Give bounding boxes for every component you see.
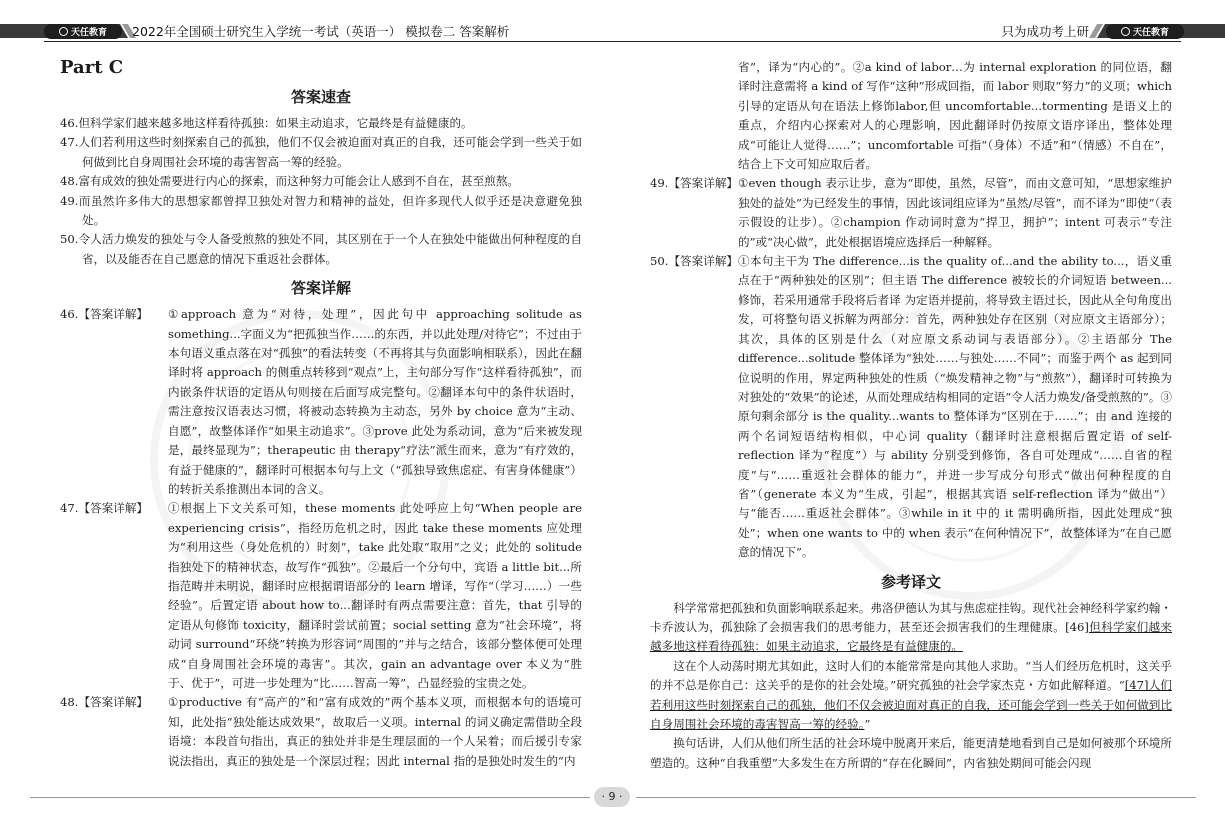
page-number: · 9 · (594, 787, 630, 807)
explanation-48-text: ①productive 有“高产的”和“富有成效的”两个基本义项，而根据本句的语境可知，此处指“独处能达成效果”，故取后一义项。internal 的词义确定需借助全段语境：本段首句指出，真正的独处并非是生理层面的一个人呆着；而后援引专家说法指出，真正的独处是一个深层过程；因此 internal 指的是独处时发生的“内 (168, 695, 582, 768)
explanation-47 (60, 499, 582, 693)
quick-answer-50: 50.令人活力焕发的独处与令人备受煎熬的独处不同，其区别在于一个人在独处中能做出何种程度的自省，以及能否在自己愿意的情况下重返社会群体。 (60, 232, 582, 266)
explanation-49-text: ①even though 表示让步，意为“即使，虽然，尽管”，而由文意可知，“思想家维护独处的益处”为已经发生的事情，因此该词组应译为“虽然/尽管”，而不译为“即使”（表示假设的让步）。②champion 作动词时意为“捍卫，拥护”；intent 可表示“专注的”或“决心做”，此处根据语境应选择后一种解释。 (738, 176, 1172, 249)
brand-logo-right (1106, 24, 1184, 39)
explanation-49-label: 49.【答案详解】 (650, 176, 739, 191)
translation-p1-answer: 但科学家们越来越多地这样看待孤独：如果主动追求，它最终是有益健康的。 (650, 619, 1172, 654)
explanation-50-text: ①本句主干为 The difference...is the quality of...and the ability to...，语义重点在于“两种独处的区别”；但主语 The difference 被较长的介词短语 between...修饰，若采用通常手段将后者译 为定语并提前，将导致主语过长，因此从全句角度出发，可将整句语义拆解为两部分：首先，两种独处存在区别（对应原文主语部分）；其次，具体的区别是什么（对应原文系动词与表语部分）。②主语部分 The difference...solitude 整体译为“独处……与独处……不同”；而鉴于两个 as 起到同位说明的作用，界定两种独处的性质（“焕发精神之物”与“煎熬”），翻译时可转换为对独处的“效果”的论述，从而处理成结构相同的定语“令人活力焕发/备受煎熬的”。③原句剩余部分 is the quality...wants to 整体译为“区别在于……”；由 and 连接的两个名词短语结构相似，中心词 quality（翻译时注意根据后置定语 of self-reflection 译为“程度”）与 ability 分别受到修饰，各自可处理成“……自省的程度”与“……重返社会群体的能力”，并进一步写成分句形式“做出何种程度的自省”（generate 本义为“生成，引起”，根据其宾语 self-reflection 译为“做出”）与“能否……重返社会群体”。③while in it 中的 it 需明确所指，因此处理成“独处”；when one wants to 中的 when 表示“在何种情况下”，故整体译为“在自己愿意的情况下”。 (738, 254, 1172, 560)
translation-paragraph-1 (650, 599, 1172, 657)
quick-answer-48: 48.富有成效的独处需要进行内心的探索，而这种努力可能会让人感到不自在，甚至煎熬。 (60, 174, 520, 189)
translation-p2-answer: [47]人们若利用这些时刻探索自己的孤独，他们不仅会被迫面对真正的自我，还可能会学到一些关于如何做到比自身周围社会环境的毒害智高一筹的经验。 (650, 678, 1172, 731)
explanation-46-label: 46.【答案详解】 (60, 307, 149, 322)
logo-mark-icon (1121, 27, 1130, 36)
explanation-50-label: 50.【答案详解】 (650, 254, 739, 269)
explanation-47-text: ①根据上下文关系可知，these moments 此处呼应上句“When people are experiencing crisis”，指经历危机之时，因此 take these moments 应处理为“利用这些（身处危机的）时刻”，take 此处取“取用”之义；此处的 solitude 指独处下的精神状态，故写作“孤独”。②最后一个分句中，宾语 a little bit...所指范畴并未明说，翻译时应根据谓语部分的 learn 增译，写作“（学习……）一些经验”。后置定语 about how to...翻译时有两点需要注意：首先，that 引导的定语从句修饰 toxicity，翻译时尝试前置；social setting 意为“社会环境”，将动词 surround“环绕”转换为形容词“周围的”并与之结合，该部分整体便可处理成“自身周围社会环境的毒害”。其次，gain an advantage over 本义为“胜于、优于”，可进一步处理为“比……智高一筹”，凸显经验的宝贵之处。 (168, 501, 582, 690)
translation-p2-text: 这在个人动荡时期尤其如此，这时人们的本能常常是向其他人求助。“当人们经历危机时，这关乎的并不总是你自己：这关乎的是你的社会处境。”研究孤独的社会学家杰克・方如此解释道。“ (650, 658, 1172, 693)
logo-text: 天任教育 (1132, 28, 1169, 38)
explanation-46-text: ①approach 意为“对待，处理”，因此句中 approaching solitude as something...字面义为“把孤独当作……的东西，并以此处理/对待它”；不过由于本句语义重点落在对“孤独”的看法转变（不再将其与负面影响相联系），因此在翻译时将 approach 的侧重点转移到“观点”上，主句部分写作“这样看待孤独”，而内嵌条件状语的定语从句则接在后面写成完整句。②翻译本句中的条件状语时，需注意按汉语表达习惯，将被动态转换为主动态，另外 by choice 意为“主动、自愿”，故整体译作“如果主动追求”。③prove 此处为系动词，意为“后来被发现是，最终显现为”；therapeutic 由 therapy“疗法”派生而来，意为“有疗效的，有益于健康的”，翻译时可根据本句与上文（“孤独导致焦虑症、有害身体健康”）的转折关系推测出本词的含义。 (168, 307, 582, 496)
quick-answers-heading: 答案速查 (290, 88, 351, 106)
explanation-50 (650, 252, 1172, 563)
logo-mark-icon (59, 27, 68, 36)
explanation-49 (650, 174, 1172, 252)
header-slogan: 只为成功考上研 (1001, 24, 1089, 39)
translation-paragraph-2 (650, 657, 1172, 735)
quick-answer-47: 47.人们若利用这些时刻探索自己的孤独，他们不仅会被迫面对真正的自我，还可能会学到一些关于如何做到比自身周围社会环境的毒害智高一筹的经验。 (60, 135, 582, 169)
part-title: Part C (60, 57, 124, 78)
footer-rule-left (30, 797, 590, 798)
explanation-47-label: 47.【答案详解】 (60, 501, 149, 516)
footer-rule-right (636, 797, 1196, 798)
translation-heading: 参考译文 (880, 572, 941, 591)
explanations-heading: 答案详解 (290, 279, 351, 298)
page-header (0, 0, 1225, 44)
quick-answer-49: 49.而虽然许多伟大的思想家都曾捍卫独处对智力和精神的益处，但许多现代人似乎还是决意避免独处。 (60, 193, 582, 228)
brand-logo-left (44, 24, 122, 39)
explanation-48-label: 48.【答案详解】 (60, 695, 149, 710)
document-title: 2022年全国硕士研究生入学统一考试（英语一） 模拟卷二 答案解析 (132, 24, 510, 39)
left-column (60, 56, 582, 771)
explanation-48 (60, 693, 582, 771)
quick-answer-46: 46.但科学家们越来越多地这样看待孤独：如果主动追求，它最终是有益健康的。 (60, 116, 473, 130)
translation-p2-close: ” (864, 717, 871, 731)
page-footer (0, 787, 1225, 807)
translation-paragraph-3: 换句话讲，人们从他们所生活的社会环境中脱离开来后，能更清楚地看到自己是如何被那个环境所塑造的。这种“自我重塑”大多发生在方所谓的“存在化瞬间”，内省独处期间可能会闪现 (650, 736, 1172, 770)
explanation-48-continued: 省”，译为“内心的”。②a kind of labor…为 internal exploration 的同位语，翻译时注意需将 a kind of 写作“这种”形成回指，而 labor 则取“努力”的义项；which 引导的定语从句在语法上修饰labor,但 uncomfortable...tormenting 是语义上的重点，介绍内心探索对人的心理影响，因此翻译时仍按原文语序译出，整体处理成“可能让人觉得……”；uncomfortable 可指“（身体）不适”和“（情感）不自在”，结合上下文可知应取后者。 (738, 60, 1172, 172)
logo-text: 天任教育 (70, 28, 107, 38)
right-column (650, 58, 1172, 773)
explanation-46 (60, 305, 582, 499)
translation-p1-text: 科学常常把孤独和负面影响联系起来。弗洛伊德认为其与焦虑症挂钩。现代社会神经科学家约翰・卡乔波认为，孤独除了会损害我们的思考能力，甚至还会损害我们的生理健康。[46] (650, 600, 1172, 634)
header-rule (44, 41, 1181, 42)
